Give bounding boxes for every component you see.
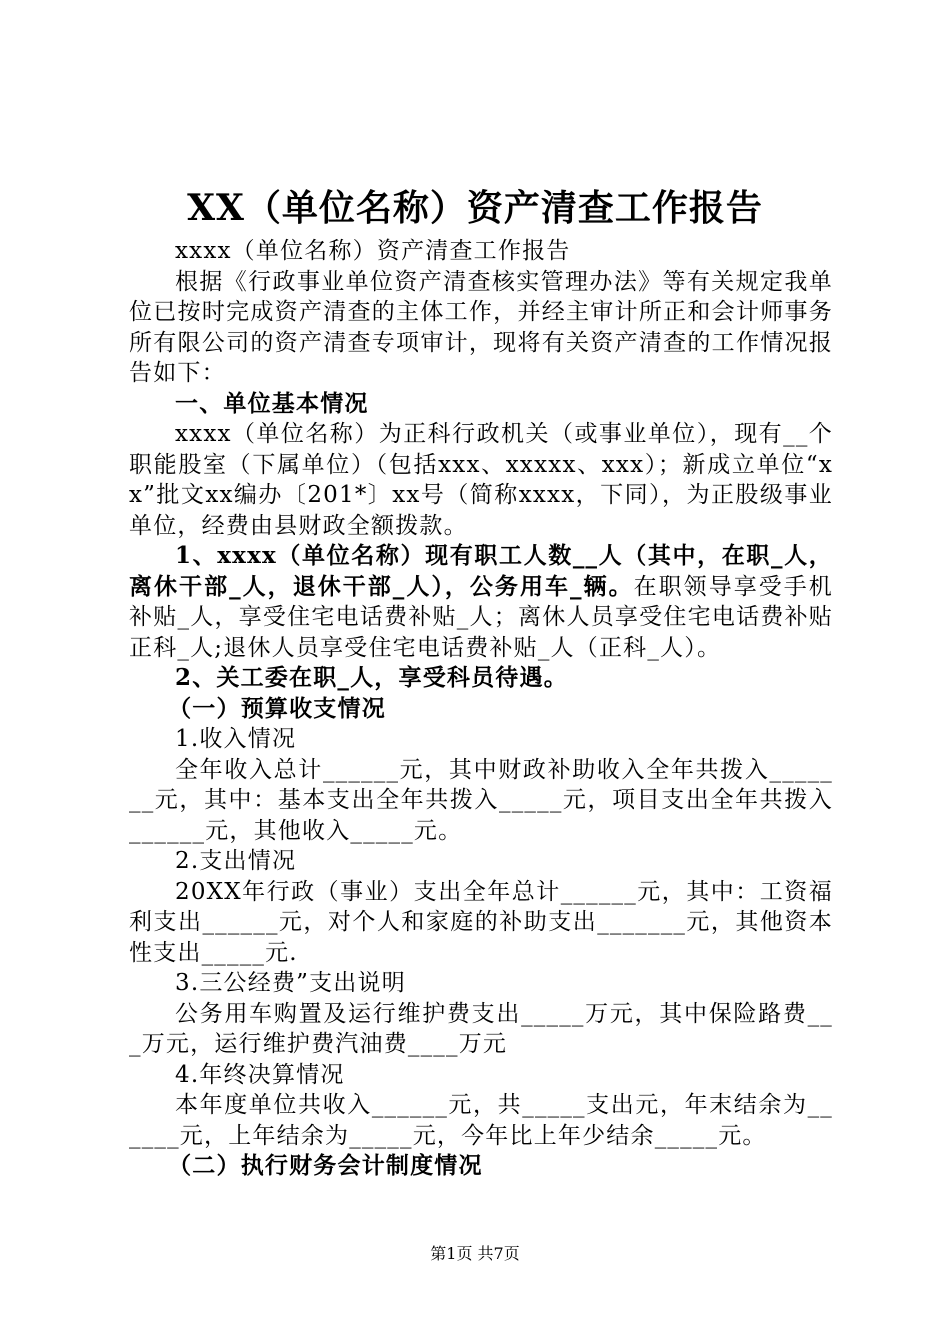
subheading-text: 3.三公经费”支出说明	[175, 970, 406, 996]
paragraph-bold-text: 1、xxxx（单位名称）现有职工人数__人（其中，在职_人，离休干部_人，退休干部_人），公务用车_辆。	[129, 542, 833, 600]
paragraph-text: xxxx（单位名称）资产清查工作报告	[175, 238, 571, 264]
paragraph-expense	[129, 877, 833, 969]
paragraph-committee	[129, 663, 833, 694]
paragraph-income	[129, 755, 833, 847]
page-footer: 第1页 共7页	[430, 1244, 520, 1263]
paragraph-vehicle	[129, 999, 833, 1060]
paragraph-unit-info	[129, 419, 833, 541]
paragraph-staff-info	[129, 541, 833, 663]
paragraph-text: 根据《行政事业单位资产清查核实管理办法》等有关规定我单位已按时完成资产清查的主体工作，并经主审计所正和会计师事务所有限公司的资产清查专项审计，现将有关资产清查的工作情况报告如下：	[129, 268, 833, 386]
heading-text: （二）执行财务会计制度情况	[168, 1152, 483, 1179]
document-body	[129, 236, 833, 1182]
heading-text: 一、单位基本情况	[175, 389, 369, 417]
paragraph-intro	[129, 267, 833, 389]
paragraph-subtitle	[129, 236, 833, 267]
subheading-expense	[129, 846, 833, 877]
section-heading-1	[129, 389, 833, 420]
subheading-text: 2.支出情况	[175, 848, 297, 874]
section-heading-accounting	[129, 1151, 833, 1182]
subheading-income	[129, 724, 833, 755]
heading-text: （一）预算收支情况	[168, 694, 386, 722]
subheading-text: 4.年终决算情况	[175, 1061, 345, 1088]
subheading-final-accounts	[129, 1060, 833, 1091]
paragraph-bold-text: 2、关工委在职_人，享受科员待遇。	[175, 664, 568, 691]
document-title: XX（单位名称）资产清查工作报告	[187, 187, 763, 229]
paragraph-text: 20XX年行政（事业）支出全年总计______元，其中：工资福利支出______元，对个人和家庭的补助支出_______元，其他资本性支出_____元.	[129, 878, 833, 966]
paragraph-final-accounts	[129, 1090, 833, 1151]
subheading-three-public	[129, 968, 833, 999]
subheading-text: 1.收入情况	[175, 726, 297, 752]
paragraph-text: xxxx（单位名称）为正科行政机关（或事业单位），现有__个职能股室（下属单位）（包括xxx、xxxxx、xxx）；新成立单位“xx”批文xx编办〔201*〕xx号（简称xxxx，下同），为正股级事业单位，经费由县财政全额拨款。	[129, 421, 833, 539]
paragraph-text: 全年收入总计______元，其中财政补助收入全年共拨入_______元，其中：基本支出全年共拨入_____元，项目支出全年共拨入______元，其他收入_____元。	[129, 756, 833, 844]
paragraph-text: 本年度单位共收入______元，共_____支出元，年末结余为______元，上年结余为_____元，今年比上年少结余_____元。	[129, 1092, 833, 1149]
paragraph-text: 公务用车购置及运行维护费支出_____万元，其中保险路费___万元，运行维护费汽油费____万元	[129, 1000, 833, 1057]
section-heading-budget	[129, 694, 833, 725]
paragraph-text: 在职领导享受手机补贴_人，享受住宅电话费补贴_人；离休人员享受住宅电话费补贴正科_人;退休人员享受住宅电话费补贴_人（正科_人）。	[129, 573, 833, 661]
